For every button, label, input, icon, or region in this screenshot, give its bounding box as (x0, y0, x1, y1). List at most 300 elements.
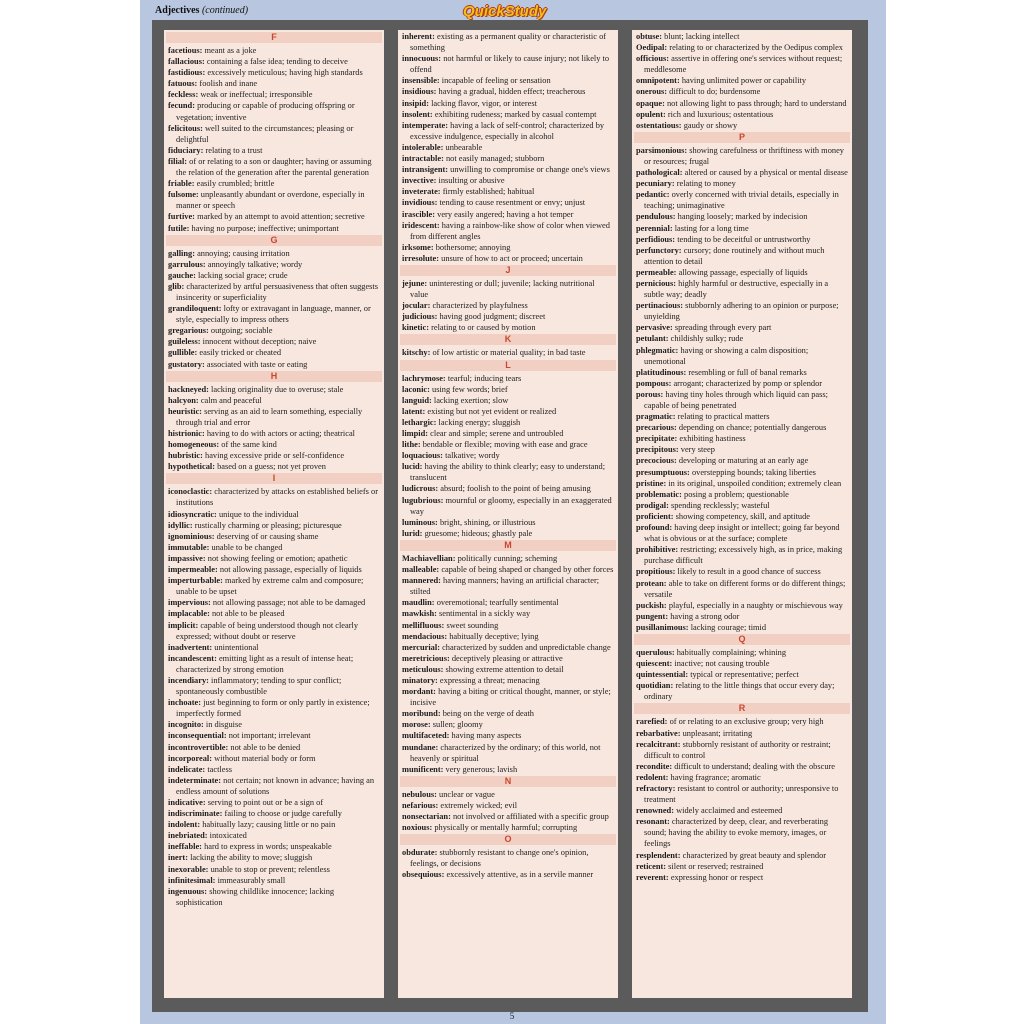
entry-definition: resembling or full of banal remarks (688, 367, 807, 377)
letter-section (168, 32, 380, 234)
glossary-entry (402, 495, 614, 517)
entry-term: proficient: (636, 511, 674, 521)
glossary-entry (168, 248, 380, 259)
entry-term: impervious: (168, 598, 211, 608)
entry-definition: difficult to do; burdensome (669, 87, 761, 97)
glossary-entry (402, 553, 614, 564)
glossary-entry (636, 680, 848, 702)
entry-definition: marked by an attempt to avoid attention; secretive (197, 212, 365, 222)
entry-definition: in disguise (205, 720, 242, 730)
entry-definition: lasting for a long time (674, 223, 749, 233)
entry-term: moribund: (402, 709, 441, 719)
entry-term: phlegmatic: (636, 345, 679, 355)
entry-definition: difficult to understand; dealing with the obscure (674, 761, 836, 771)
entry-definition: not allowing passage, especially of liquids (219, 565, 362, 575)
entry-definition: calm and peaceful (200, 395, 262, 405)
entry-definition: hard to express in words; unspeakable (204, 842, 332, 852)
entry-term: implicit: (168, 620, 199, 630)
entry-definition: sweet sounding (446, 620, 499, 630)
entry-term: kinetic: (402, 323, 429, 333)
entry-term: recalcitrant: (636, 739, 681, 749)
entry-term: languid: (402, 395, 432, 405)
glossary-entry (168, 336, 380, 347)
glossary-entry (636, 600, 848, 611)
glossary-entry (636, 566, 848, 577)
glossary-entry (636, 433, 848, 444)
entry-term: petulant: (636, 334, 669, 344)
glossary-entry (636, 511, 848, 522)
glossary-entry (168, 486, 380, 508)
glossary-entry (168, 864, 380, 875)
entry-definition: spreading through every part (674, 323, 772, 333)
glossary-entry (168, 395, 380, 406)
letter-band: F (166, 32, 382, 43)
entry-term: gustatory: (168, 359, 205, 369)
entry-definition: having excessive pride or self-confidence (205, 451, 345, 461)
entry-definition: very generous; lavish (445, 764, 518, 774)
glossary-entry (168, 56, 380, 67)
entry-definition: annoying; causing irritation (197, 248, 290, 258)
entry-definition: foolish and inane (199, 79, 258, 89)
entry-term: lugubrious: (402, 495, 444, 505)
glossary-entry (636, 389, 848, 411)
glossary-entry (402, 347, 614, 358)
entry-term: fecund: (168, 101, 195, 111)
entry-definition: unintentional (214, 642, 259, 652)
entry-definition: stubbornly resistant of authority or restraint; difficult to control (644, 739, 831, 760)
letter-section (636, 132, 848, 633)
entry-definition: habitually lazy; causing little or no pain (202, 820, 336, 830)
entry-term: quiescent: (636, 659, 673, 669)
glossary-entry (168, 675, 380, 697)
letter-section (168, 473, 380, 908)
glossary-entry (168, 406, 380, 428)
letter-band: J (400, 265, 616, 276)
entry-definition: showing extreme attention to detail (445, 664, 564, 674)
glossary-entry (168, 575, 380, 597)
entry-term: querulous: (636, 647, 675, 657)
entry-term: prodigal: (636, 500, 669, 510)
entry-definition: capable of being shaped or changed by other forces (441, 565, 614, 575)
entry-definition: intoxicated (209, 831, 247, 841)
entry-definition: bright, shining, or illustrious (439, 517, 536, 527)
entry-term: grandiloquent: (168, 304, 222, 314)
entry-term: latent: (402, 406, 426, 416)
glossary-entry (168, 461, 380, 472)
glossary-entry (402, 120, 614, 142)
entry-definition: highly harmful or destructive, especially in a subtle way; deadly (644, 278, 829, 300)
glossary-entry (168, 78, 380, 89)
entry-term: fatuous: (168, 79, 198, 89)
glossary-entry (636, 211, 848, 222)
entry-term: intractable: (402, 154, 444, 164)
glossary-entry (636, 411, 848, 422)
entry-term: loquacious: (402, 451, 443, 461)
entry-definition: clear and simple; serene and untroubled (430, 429, 564, 438)
entry-definition: innocent without deception; naive (202, 337, 317, 347)
glossary-entry (168, 223, 380, 234)
entry-term: meretricious: (402, 653, 450, 663)
entry-definition: having to do with actors or acting; theatrical (206, 429, 356, 438)
glossary-entry (168, 653, 380, 675)
entry-term: inherent: (402, 32, 435, 41)
glossary-entry (402, 406, 614, 417)
entry-definition: having good judgment; discreet (439, 312, 546, 322)
glossary-entry (636, 378, 848, 389)
glossary-entry (168, 259, 380, 270)
entry-definition: overemotional; tearfully sentimental (436, 598, 559, 608)
entry-term: pusillanimous: (636, 622, 689, 632)
entry-definition: serving as an aid to learn something, especially through trial and error (176, 406, 363, 427)
entry-definition: insulting or abusive (438, 176, 505, 186)
entry-definition: typical or representative; perfect (690, 670, 799, 680)
entry-term: incandescent: (168, 653, 217, 663)
entry-definition: outgoing; sociable (210, 326, 273, 336)
entry-term: propitious: (636, 567, 676, 577)
entry-definition: existing but not yet evident or realized (427, 406, 557, 416)
entry-definition: tearful; inducing tears (447, 373, 522, 383)
entry-term: idyllic: (168, 520, 193, 530)
column-2 (398, 30, 618, 998)
glossary-entry (636, 850, 848, 861)
glossary-entry (402, 686, 614, 708)
section-subtitle: (continued) (201, 5, 249, 16)
glossary-entry (168, 875, 380, 886)
entry-definition: rustically charming or pleasing; picturesque (194, 520, 342, 530)
entry-term: parsimonious: (636, 145, 688, 155)
glossary-entry (402, 439, 614, 450)
entry-definition: lacking originality due to overuse; stale (211, 384, 344, 394)
glossary-entry (636, 31, 848, 42)
entry-definition: not certain; not known in advance; having an endless amount of solutions (176, 775, 375, 796)
glossary-entry (168, 303, 380, 325)
glossary-entry (402, 220, 614, 242)
glossary-entry (168, 450, 380, 461)
glossary-entry (636, 367, 848, 378)
entry-definition: easily tricked or cheated (199, 348, 282, 358)
entry-term: obdurate: (402, 848, 438, 858)
entry-term: homogeneous: (168, 440, 220, 450)
glossary-entry (402, 186, 614, 197)
entry-term: mawkish: (402, 609, 437, 619)
entry-term: pecuniary: (636, 179, 675, 189)
glossary-entry (636, 816, 848, 849)
entry-definition: incapable of feeling or sensation (441, 76, 551, 86)
entry-definition: habitually deceptive; lying (449, 631, 539, 641)
entry-term: friable: (168, 179, 195, 189)
glossary-entry (402, 109, 614, 120)
entry-term: refractory: (636, 784, 676, 793)
entry-term: fallacious: (168, 57, 205, 67)
glossary-entry (636, 772, 848, 783)
entry-term: multifaceted: (402, 731, 450, 741)
glossary-entry (402, 53, 614, 75)
entry-definition: bendable or flexible; moving with ease and grace (422, 440, 588, 450)
entry-term: prohibitive: (636, 545, 679, 555)
glossary-entry (168, 189, 380, 211)
glossary-entry (168, 542, 380, 553)
entry-term: intolerable: (402, 142, 444, 152)
glossary-entry (168, 384, 380, 395)
entry-term: irresolute: (402, 253, 440, 263)
entry-term: infinitesimal: (168, 875, 216, 885)
entry-term: perennial: (636, 223, 673, 233)
entry-term: precarious: (636, 423, 677, 433)
entry-term: inveterate: (402, 187, 441, 197)
entry-definition: not allowing light to pass through; hard to understand (666, 98, 847, 108)
entry-definition: hanging loosely; marked by indecision (677, 212, 808, 222)
glossary-entry (168, 520, 380, 531)
glossary-entry (636, 489, 848, 500)
entry-term: hackneyed: (168, 384, 209, 394)
entry-term: quotidian: (636, 681, 674, 691)
glossary-entry (402, 278, 614, 300)
letter-section (636, 634, 848, 702)
glossary-entry (402, 869, 614, 880)
entry-term: perfidious: (636, 234, 676, 244)
entry-term: imperturbable: (168, 576, 223, 586)
entry-definition: lacking the ability to move; sluggish (190, 853, 313, 863)
letter-band: H (166, 371, 382, 382)
entry-term: morose: (402, 720, 431, 730)
glossary-entry (636, 75, 848, 86)
glossary-entry (636, 467, 848, 478)
entry-definition: relating to a trust (205, 145, 263, 155)
entry-term: incorporeal: (168, 753, 213, 763)
entry-term: mundane: (402, 742, 439, 752)
glossary-entry (636, 278, 848, 300)
glossary-entry (168, 719, 380, 730)
entry-definition: exhibiting hastiness (679, 434, 746, 444)
glossary-entry (168, 886, 380, 908)
glossary-entry (402, 142, 614, 153)
glossary-entry (402, 608, 614, 619)
glossary-entry (168, 270, 380, 281)
letter-section (636, 703, 848, 882)
entry-term: invective: (402, 176, 437, 186)
entry-definition: depending on chance; potentially dangerous (678, 423, 827, 433)
entry-term: rebarbative: (636, 728, 681, 738)
glossary-entry (168, 730, 380, 741)
glossary-entry (168, 642, 380, 653)
entry-term: judicious: (402, 312, 438, 322)
entry-definition: serving to point out or be a sign of (207, 798, 324, 807)
entry-term: officious: (636, 54, 670, 64)
entry-definition: gaudy or showy (683, 120, 738, 130)
glossary-entry (636, 333, 848, 344)
entry-term: ostentatious: (636, 120, 682, 130)
glossary-entry (402, 153, 614, 164)
entry-definition: unpleasantly abundant or overdone, especially in manner or speech (176, 190, 365, 211)
entry-definition: of or relating to a son or daughter; having or assuming the relation of the generation after the parental generation (176, 156, 372, 178)
entry-definition: inflammatory; tending to spur conflict; spontaneously combustible (176, 675, 342, 697)
letter-band: O (400, 834, 616, 845)
glossary-entry (402, 564, 614, 575)
glossary-entry (402, 384, 614, 395)
entry-definition: lacking energy; sluggish (438, 417, 521, 427)
glossary-entry (168, 852, 380, 863)
entry-definition: having a gradual, hidden effect; treacherous (438, 87, 586, 97)
entry-term: inadvertent: (168, 642, 213, 652)
entry-definition: blunt; lacking intellect (664, 32, 740, 41)
entry-definition: bothersome; annoying (435, 242, 511, 252)
glossary-entry (168, 145, 380, 156)
letter-band: Q (634, 634, 850, 645)
letter-band: K (400, 334, 616, 345)
entry-term: omnipotent: (636, 76, 680, 86)
entry-definition: failing to choose or judge carefully (224, 809, 342, 819)
glossary-entry (168, 89, 380, 100)
entry-definition: unwilling to compromise or change one's views (450, 165, 610, 175)
glossary-entry (636, 98, 848, 109)
letter-section (402, 265, 614, 333)
glossary-entry (402, 575, 614, 597)
entry-definition: of or relating to an exclusive group; very high (669, 717, 824, 727)
glossary-entry (402, 528, 614, 539)
entry-definition: unsure of how to act or proceed; uncertain (441, 253, 583, 263)
entry-definition: of the same kind (221, 440, 277, 450)
entry-definition: extremely wicked; evil (440, 800, 518, 810)
glossary-entry (402, 620, 614, 631)
glossary-entry (636, 522, 848, 544)
glossary-entry (168, 830, 380, 841)
glossary-entry (402, 822, 614, 833)
glossary-entry (636, 658, 848, 669)
entry-term: pathological: (636, 168, 683, 178)
entry-term: lethargic: (402, 417, 437, 427)
entry-term: inchoate: (168, 698, 202, 708)
entry-definition: sullen; gloomy (432, 720, 483, 730)
entry-definition: lacking courage; timid (690, 622, 767, 632)
entry-definition: without material body or form (214, 753, 316, 763)
entry-definition: not able to be pleased (211, 609, 285, 619)
glossary-entry (168, 697, 380, 719)
entry-term: indeterminate: (168, 775, 222, 785)
entry-term: gullible: (168, 348, 198, 358)
entry-definition: silent or reserved; restrained (668, 861, 764, 871)
glossary-entry (168, 742, 380, 753)
entry-term: pristine: (636, 478, 667, 488)
glossary-entry (168, 808, 380, 819)
entry-term: intransigent: (402, 165, 449, 175)
letter-section (168, 371, 380, 473)
entry-definition: associated with taste or eating (206, 359, 308, 369)
entry-term: irksome: (402, 242, 434, 252)
glossary-entry (636, 783, 848, 805)
entry-definition: having many aspects (451, 731, 522, 741)
entry-term: mannered: (402, 576, 441, 586)
glossary-entry (402, 517, 614, 528)
glossary-entry (402, 86, 614, 97)
glossary-entry (168, 819, 380, 830)
entry-definition: excessively meticulous; having high standards (207, 68, 363, 78)
glossary-entry (636, 422, 848, 433)
entry-term: inebriated: (168, 831, 208, 841)
entry-term: redolent: (636, 772, 669, 782)
entry-definition: habitually complaining; whining (676, 647, 787, 657)
glossary-entry (402, 322, 614, 333)
glossary-entry (168, 620, 380, 642)
entry-term: precocious: (636, 456, 677, 466)
glossary-entry (636, 728, 848, 739)
glossary-entry (168, 281, 380, 303)
glossary-entry (636, 739, 848, 761)
entry-term: problematic: (636, 489, 682, 499)
entry-term: kitschy: (402, 348, 431, 358)
entry-term: lucid: (402, 462, 423, 472)
entry-definition: relating to the little things that occur every day; ordinary (644, 681, 835, 702)
entry-definition: arrogant; characterized by pomp or splendor (673, 378, 823, 388)
entry-term: intemperate: (402, 120, 449, 130)
letter-section (402, 834, 614, 880)
entry-definition: having deep insight or intellect; going far beyond what is obvious or at the surface; complete (644, 523, 840, 544)
entry-definition: relating to practical matters (677, 412, 770, 422)
entry-term: quintessential: (636, 670, 689, 680)
entry-definition: deserving of or causing shame (216, 531, 319, 541)
entry-definition: having unlimited power or capability (681, 76, 807, 86)
entry-term: ignominious: (168, 531, 215, 541)
glossary-entry (636, 42, 848, 53)
entry-term: innocuous: (402, 54, 442, 64)
entry-definition: not harmful or likely to cause injury; not likely to offend (410, 54, 610, 75)
entry-term: furtive: (168, 212, 195, 222)
entry-definition: not involved or affiliated with a specific group (452, 812, 609, 821)
entry-term: lurid: (402, 528, 423, 538)
entry-definition: characterized by deep, clear, and reverberating sound; having the ability to evoke memory, images, or feelings (644, 817, 829, 849)
entry-term: irascible: (402, 209, 436, 219)
glossary-entry (402, 811, 614, 822)
letter-section (402, 540, 614, 775)
entry-term: perfunctory: (636, 245, 682, 255)
glossary-entry (168, 608, 380, 619)
entry-definition: having a rainbow-like show of color when viewed from different angles (410, 220, 610, 241)
entry-term: permeable: (636, 267, 677, 277)
glossary-entry (168, 597, 380, 608)
entry-term: heuristic: (168, 406, 202, 416)
entry-term: lachrymose: (402, 373, 446, 383)
entry-definition: altered or caused by a physical or mental disease (684, 168, 848, 178)
letter-section (402, 776, 614, 833)
entry-definition: tactless (207, 764, 232, 774)
entry-term: hypothetical: (168, 462, 215, 472)
quickstudy-logo: QuickStudy (463, 3, 547, 20)
entry-definition: weak or ineffectual; irresponsible (200, 90, 313, 100)
entry-definition: deceptively pleasing or attractive (451, 653, 563, 663)
glossary-entry (402, 311, 614, 322)
entry-term: fastidious: (168, 68, 206, 78)
section-title: Adjectives (155, 5, 200, 16)
entry-term: hubristic: (168, 451, 203, 461)
letter-section (402, 334, 614, 358)
entry-definition: expressing a threat; menacing (439, 675, 540, 685)
entry-term: mordant: (402, 687, 436, 697)
glossary-entry (636, 223, 848, 234)
glossary-entry (168, 553, 380, 564)
glossary-entry (402, 209, 614, 220)
glossary-entry (636, 544, 848, 566)
glossary-entry (168, 45, 380, 56)
entry-term: obsequious: (402, 870, 445, 880)
glossary-entry (636, 120, 848, 131)
entry-definition: unclear or vague (439, 789, 495, 799)
entry-definition: expressing honor or respect (670, 872, 764, 882)
entry-definition: cursory; done routinely and without much attention to detail (644, 245, 825, 266)
glossary-entry (636, 322, 848, 333)
letter-section (168, 235, 380, 370)
entry-definition: tending to be deceitful or untrustworthy (677, 234, 811, 244)
entry-definition: using few words; brief (432, 384, 508, 394)
entry-term: iconoclastic: (168, 487, 213, 497)
